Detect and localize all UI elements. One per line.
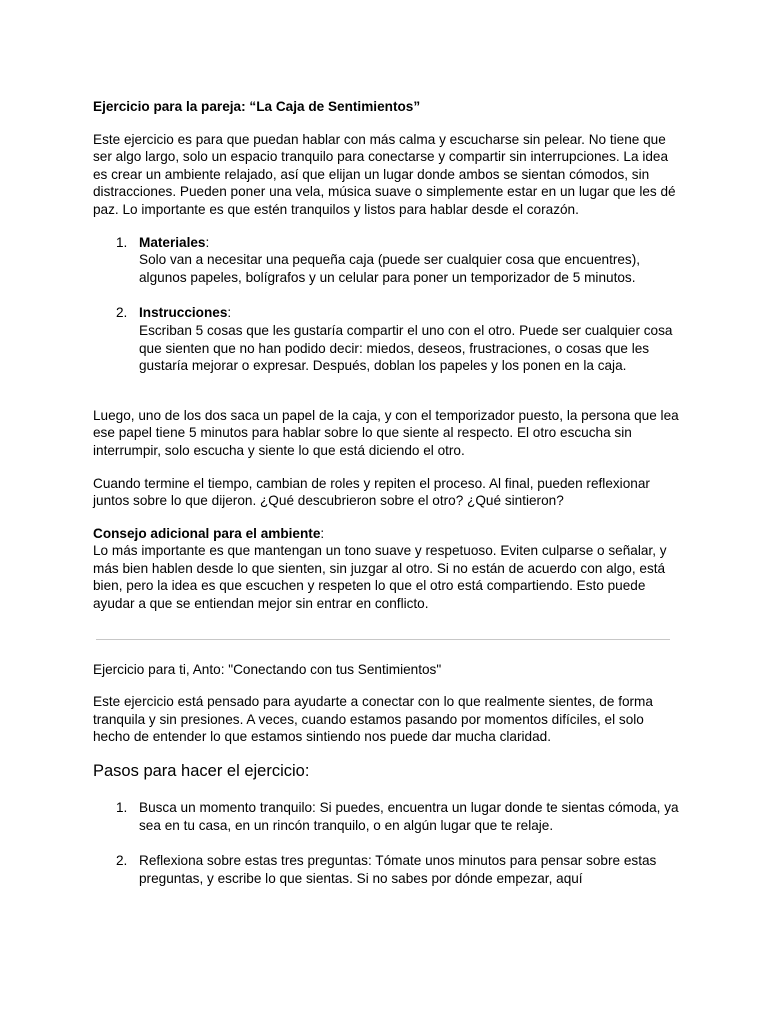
- steps-list: [93, 799, 683, 887]
- paragraph-cuando: Cuando termine el tiempo, cambian de roles y repiten el proceso. Al final, pueden reflexionar juntos sobre lo que dijeron. ¿Qué descubrieron sobre el otro? ¿Qué sintieron?: [93, 475, 650, 509]
- list-item: [93, 799, 683, 834]
- section2-title: Ejercicio para ti, Anto: "Conectando con tus Sentimientos": [93, 661, 442, 677]
- consejo-text: Lo más importante es que mantengan un tono suave y respetuoso. Eviten culparse o señalar, y más bien hablen desde lo que sienten, sin juzgar al otro. Si no están de acuerdo con algo, está bien, pero la idea es que escuchen y respeten lo que el otro está compartiendo. Esto puede ayudar a que se entiendan mejor sin entrar en conflicto.: [93, 543, 667, 612]
- steps-heading: Pasos para hacer el ejercicio:: [93, 762, 310, 781]
- list-item-text: Escriban 5 cosas que les gustaría compartir el uno con el otro. Puede ser cualquier cosa que sienten que no han podido decir: miedos, deseos, frustraciones, o cosas que les gustaría mejorar o expresar. Después, doblan los papeles y los ponen en la caja.: [139, 322, 673, 374]
- section-divider: [96, 639, 670, 640]
- section1-intro: Este ejercicio es para que puedan hablar con más calma y escucharse sin pelear. No tiene que ser algo largo, solo un espacio tranquilo para conectarse y compartir sin interrupciones. La idea es crear un ambiente relajado, así que elijan un lugar donde ambos se sientan cómodos, sin distracciones. Pueden poner una vela, música suave o simplemente estar en un lugar que les dé paz. Lo importante es que estén tranquilos y listos para hablar desde el corazón.: [93, 131, 676, 217]
- list-item-text: Reflexiona sobre estas tres preguntas: Tómate unos minutos para pensar sobre estas preguntas, y escribe lo que sientas. Si no sabes por dónde empezar, aquí: [139, 853, 657, 886]
- list-item: [93, 852, 683, 887]
- list-item-heading: Materiales: [139, 234, 206, 250]
- section2-intro: Este ejercicio está pensado para ayudarte a conectar con lo que realmente sientes, de forma tranquila y sin presiones. A veces, cuando estamos pasando por momentos difíciles, el solo hecho de entender lo que estamos sintiendo nos puede dar mucha claridad.: [93, 694, 653, 745]
- section1-title: Ejercicio para la pareja: “La Caja de Sentimientos”: [93, 99, 421, 114]
- paragraph-luego: Luego, uno de los dos saca un papel de la caja, y con el temporizador puesto, la persona que lea ese papel tiene 5 minutos para hablar sobre lo que siente al respecto. El otro escucha sin interrumpir, solo escucha y siente lo que está diciendo el otro.: [93, 407, 679, 458]
- list-item-text: Solo van a necesitar una pequeña caja (puede ser cualquier cosa que encuentres), algunos papeles, bolígrafos y un celular para poner un temporizador de 5 minutos.: [139, 252, 641, 285]
- list-item-text: Busca un momento tranquilo: Si puedes, encuentra un lugar donde te sientas cómoda, ya sea en tu casa, en un rincón tranquilo, o en algún lugar que te relaje.: [139, 800, 679, 833]
- list-number: 1.: [116, 800, 128, 816]
- list-number: 2.: [116, 853, 128, 869]
- list-item: 1. Materiales: Solo van a necesitar una pequeña caja (puede ser cualquier cosa que encuentres), algunos papeles, bolígrafos y un celular para poner un temporizador de 5 minutos.: [116, 234, 641, 285]
- list-number: 2.: [116, 305, 128, 321]
- list-item-heading: Instrucciones: [139, 305, 228, 321]
- section1-list: [93, 234, 683, 375]
- list-number: 1.: [116, 234, 128, 250]
- consejo-paragraph: Consejo adicional para el ambiente: Lo más importante es que mantengan un tono suave y respetuoso. Eviten culparse o señalar, y más bien hablen desde lo que sienten, sin juzgar al otro. Si no están de acuerdo con algo, está bien, pero la idea es que escuchen y respeten lo que el otro está compartiendo. Esto puede ayudar a que se entiendan mejor sin entrar en conflicto.: [93, 525, 667, 612]
- consejo-heading: Consejo adicional para el ambiente: [93, 525, 321, 541]
- document-page: [93, 98, 683, 887]
- list-item: 2. Instrucciones: Escriban 5 cosas que les gustaría compartir el uno con el otro. Puede ser cualquier cosa que sienten que no han podido decir: miedos, deseos, frustraciones, o cosas que les gustaría mejorar o expresar. Después, doblan los papeles y los ponen en la caja.: [116, 305, 673, 374]
